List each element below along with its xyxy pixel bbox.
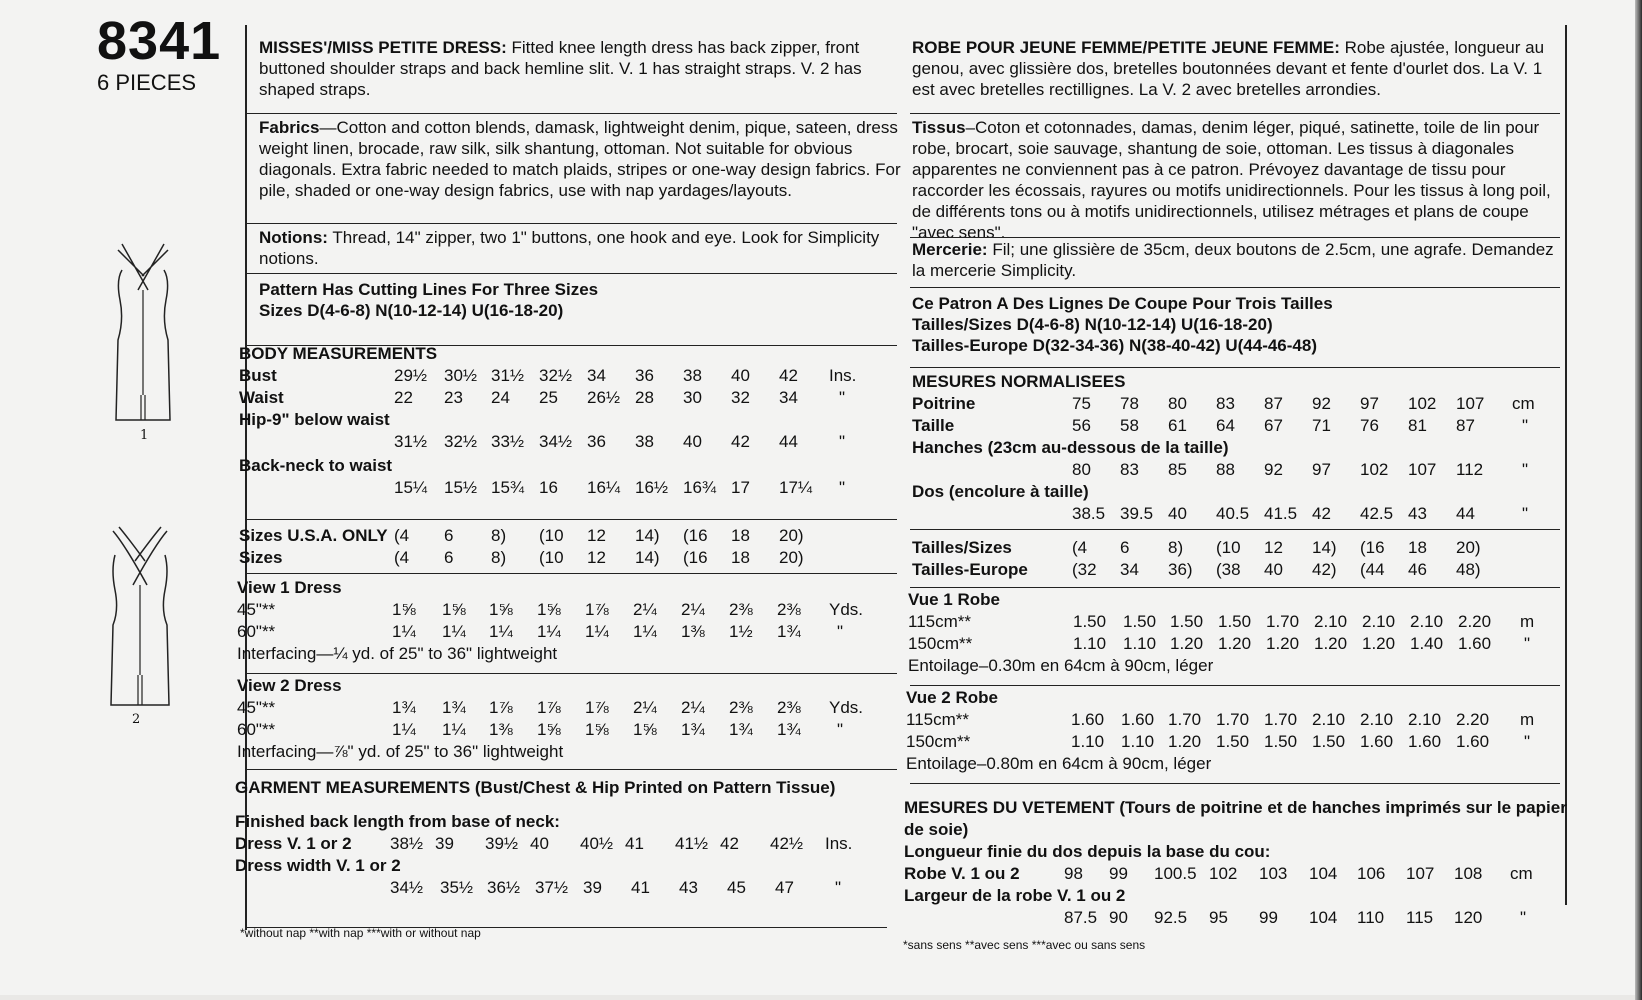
- body-measurements-en: BODY MEASUREMENTS Bust 29½ 30½ 31½ 32½ 34 36 38 40 42 Ins. Waist 22 23 24 25 26½ 28 30 32 34 " Hip-9" below waist 31½ 32½ 33½ 34½ 36 38 40 42 44 " Back-neck to waist 15¼ 15½ 15¾ 16 16¼ 16½ 16¾ 17 17¼ ": [239, 343, 899, 503]
- table-row: 80 83 85 88 92 97 102 107 112 ": [1072, 460, 1529, 479]
- notions-fr: Mercerie: Fil; une glissière de 35cm, deux boutons de 2.5cm, une agrafe. Demandez la mercerie Simplicity.: [912, 240, 1554, 280]
- notions-en: Notions: Thread, 14" zipper, two 1" buttons, one hook and eye. Look for Simplicity notions.: [259, 228, 880, 268]
- fabrics-fr: Tissus–Coton et cotonnades, damas, denim léger, piqué, satinette, toile de lin pour robe, brocart, soie sauvage, shantung de soie, ottoman. Les tissus à diagonales apparentes ne conviennent pas à ce patron. Prévoyez davantage de tissu pour raccorder les écossais, rayures ou motifs unidirectionnels. Pour les tissus à long poil, de différents tons ou à motifs unidirectionnels, utilisez métrages et plans de coupe "avec sens".: [912, 118, 1551, 242]
- view2-yardage-en: View 2 Dress 45"** 1¾ 1¾ 1⅞ 1⅞ 1⅞ 2¼ 2¼ 2⅜ 2⅜ Yds. 60"** 1¼ 1¼ 1⅜ 1⅝ 1⅝ 1⅝ 1¾ 1¾ 1¾ " Interfacing—⅞" yd. of 25" to 36" lightweight: [237, 675, 897, 763]
- table-row: Sizes (4 6 8) (10 12 14) (16 18 20): [239, 548, 804, 567]
- table-row: Robe V. 1 ou 2 98 99 100.5 102 103 104 106 107 108 cm: [904, 864, 1533, 883]
- table-row: Dos (encolure à taille): [912, 482, 1089, 501]
- fabrics-en: Fabrics—Cotton and cotton blends, damask, lightweight denim, pique, sateen, dress weight linen, brocade, raw silk, silk shantung, ottoman. Not suitable for obvious diagonals. Extra fabric needed to match plaids, stripes or one-way design fabrics. For pile, shaded or one-way design fabrics, use with nap yardages/layouts.: [259, 118, 901, 200]
- table-row: 87.5 90 92.5 95 99 104 110 115 120 ": [1064, 908, 1527, 927]
- table-row: Dress V. 1 or 2 38½ 39 39½ 40 40½ 41 41½ 42 42½ Ins.: [235, 834, 853, 853]
- table-row: 15¼ 15½ 15¾ 16 16¼ 16½ 16¾ 17 17¼ ": [394, 478, 846, 497]
- table-row: 45"** 1¾ 1¾ 1⅞ 1⅞ 1⅞ 2¼ 2¼ 2⅜ 2⅜ Yds.: [237, 698, 864, 717]
- table-row: Interfacing—¼ yd. of 25" to 36" lightweight: [237, 644, 558, 663]
- english-column: [235, 25, 901, 930]
- table-row: 115cm** 1.50 1.50 1.50 1.50 1.70 2.10 2.10 2.10 2.20 m: [908, 612, 1535, 631]
- view-1-number: 1: [140, 428, 149, 443]
- cutting-lines-en: Pattern Has Cutting Lines For Three Sizes Sizes D(4-6-8) N(10-12-14) U(16-18-20): [259, 280, 599, 320]
- table-row: 150cm** 1.10 1.10 1.20 1.20 1.20 1.20 1.20 1.40 1.60 ": [908, 634, 1531, 653]
- table-row: Poitrine 75 78 80 83 87 92 97 102 107 cm: [912, 394, 1535, 413]
- table-row: Entoilage–0.80m en 64cm à 90cm, léger: [906, 754, 1212, 773]
- view1-yardage-en: View 1 Dress 45"** 1⅝ 1⅝ 1⅝ 1⅝ 1⅞ 2¼ 2¼ 2⅜ 2⅜ Yds. 60"** 1¼ 1¼ 1¼ 1¼ 1¼ 1¼ 1⅜ 1½ 1¾ " Interfacing—¼ yd. of 25" to 36" lightweight: [237, 577, 897, 665]
- table-row: 60"** 1¼ 1¼ 1⅜ 1⅝ 1⅝ 1⅝ 1¾ 1¾ 1¾ ": [237, 720, 844, 739]
- footnote-en: *without nap **with nap ***with or without nap: [240, 926, 481, 940]
- view2-yardage-fr: Vue 2 Robe 115cm** 1.60 1.60 1.70 1.70 1.70 2.10 2.10 2.10 2.20 m 150cm** 1.10 1.10 1.20 1.50 1.50 1.50 1.60 1.60 1.60 " Entoilage–0.80m en 64cm à 90cm, léger: [906, 687, 1566, 775]
- view-2-drawing: [105, 525, 175, 710]
- footnote-fr: *sans sens **avec sens ***avec ou sans sens: [903, 938, 1146, 952]
- sizes-en: [239, 525, 899, 569]
- pattern-number: 8341: [97, 11, 222, 71]
- table-row: Back-neck to waist: [239, 456, 393, 475]
- table-row: Tailles/Sizes (4 6 8) (10 12 14) (16 18 20): [912, 538, 1481, 557]
- table-row: Waist 22 23 24 25 26½ 28 30 32 34 ": [239, 388, 846, 407]
- table-row: Taille 56 58 61 64 67 71 76 81 87 ": [912, 416, 1529, 435]
- envelope-edge: [1635, 0, 1642, 1000]
- view-2-number: 2: [132, 712, 141, 727]
- garment-measurements-en: GARMENT MEASUREMENTS (Bust/Chest & Hip Printed on Pattern Tissue) Finished back length from base of neck: Dress V. 1 or 2 38½ 39 39½ 40 40½ 41 41½ 42 42½ Ins. Dress width V. 1 or 2 34½ 35½ 36½ 37½ 39 41 43 45 47 ": [235, 777, 895, 903]
- description-en: MISSES'/MISS PETITE DRESS: Fitted knee length dress has back zipper, front buttoned shoulder straps and back hemline slit. V. 1 has straight straps. V. 2 has shaped straps.: [259, 38, 862, 99]
- table-row: 34½ 35½ 36½ 37½ 39 41 43 45 47 ": [390, 878, 842, 897]
- table-row: 60"** 1¼ 1¼ 1¼ 1¼ 1¼ 1¼ 1⅜ 1½ 1¾ ": [237, 622, 844, 641]
- table-row: Hip-9" below waist: [239, 410, 390, 429]
- pieces-count: 6 PIECES: [97, 70, 197, 95]
- garment-measurements-fr: MESURES DU VETEMENT (Tours de poitrine et de hanches imprimés sur le papier de soie) Longueur finie du dos depuis la base du cou: Robe V. 1 ou 2 98 99 100.5 102 103 104 106 107 108 cm Largeur de la robe V. 1 ou 2 87.5 90 92.5 95 99 104 110 115 120 ": [904, 797, 1564, 933]
- view1-yardage-fr: Vue 1 Robe 115cm** 1.50 1.50 1.50 1.50 1.70 2.10 2.10 2.10 2.20 m 150cm** 1.10 1.10 1.20 1.20 1.20 1.20 1.20 1.40 1.60 " Entoilage–0.30m en 64cm à 90cm, léger: [908, 589, 1568, 677]
- table-row: Interfacing—⅞" yd. of 25" to 36" lightweight: [237, 742, 564, 761]
- table-row: 45"** 1⅝ 1⅝ 1⅝ 1⅝ 1⅞ 2¼ 2¼ 2⅜ 2⅜ Yds.: [237, 600, 864, 619]
- body-measurements-fr: MESURES NORMALISEES Poitrine 75 78 80 83 87 92 97 102 107 cm Taille 56 58 61 64 67 71 76 81 87 " Hanches (23cm au-dessous de la taille) 80 83 85 88 92 97 102 107 112 " Dos (encolure à taille) 38.5 39.5 40 40.5 41.5 42 42.5 43 44 ": [912, 371, 1562, 529]
- table-row: Dress width V. 1 or 2: [235, 856, 401, 875]
- table-row: 38.5 39.5 40 40.5 41.5 42 42.5 43 44 ": [1072, 504, 1529, 523]
- view-1-drawing: [108, 240, 178, 425]
- table-row: 150cm** 1.10 1.10 1.20 1.50 1.50 1.50 1.60 1.60 1.60 ": [906, 732, 1531, 751]
- table-row: 115cm** 1.60 1.60 1.70 1.70 1.70 2.10 2.10 2.10 2.20 m: [906, 710, 1535, 729]
- table-row: Tailles-Europe (32 34 36) (38 40 42) (44 46 48): [912, 560, 1481, 579]
- table-row: Entoilage–0.30m en 64cm à 90cm, léger: [908, 656, 1214, 675]
- table-row: 31½ 32½ 33½ 34½ 36 38 40 42 44 ": [394, 432, 846, 451]
- table-row: Largeur de la robe V. 1 ou 2: [904, 886, 1126, 905]
- table-row: Hanches (23cm au-dessous de la taille): [912, 438, 1229, 457]
- french-column: [904, 25, 1567, 927]
- cutting-lines-fr: Ce Patron A Des Lignes De Coupe Pour Trois Tailles Tailles/Sizes D(4-6-8) N(10-12-14) U(16-18-20) Tailles-Europe D(32-34-36) N(38-40-42) U(44-46-48): [912, 294, 1333, 355]
- table-row: Sizes U.S.A. ONLY (4 6 8) (10 12 14) (16 18 20): [239, 526, 804, 545]
- description-fr: ROBE POUR JEUNE FEMME/PETITE JEUNE FEMME: Robe ajustée, longueur au genou, avec glissière dos, bretelles boutonnées devant et fente d'ourlet dos. La V. 1 est avec bretelles rectillignes. La V. 2 avec bretelles arrondies.: [912, 38, 1545, 99]
- sizes-fr: [912, 537, 1562, 581]
- table-row: Bust 29½ 30½ 31½ 32½ 34 36 38 40 42 Ins.: [239, 366, 857, 385]
